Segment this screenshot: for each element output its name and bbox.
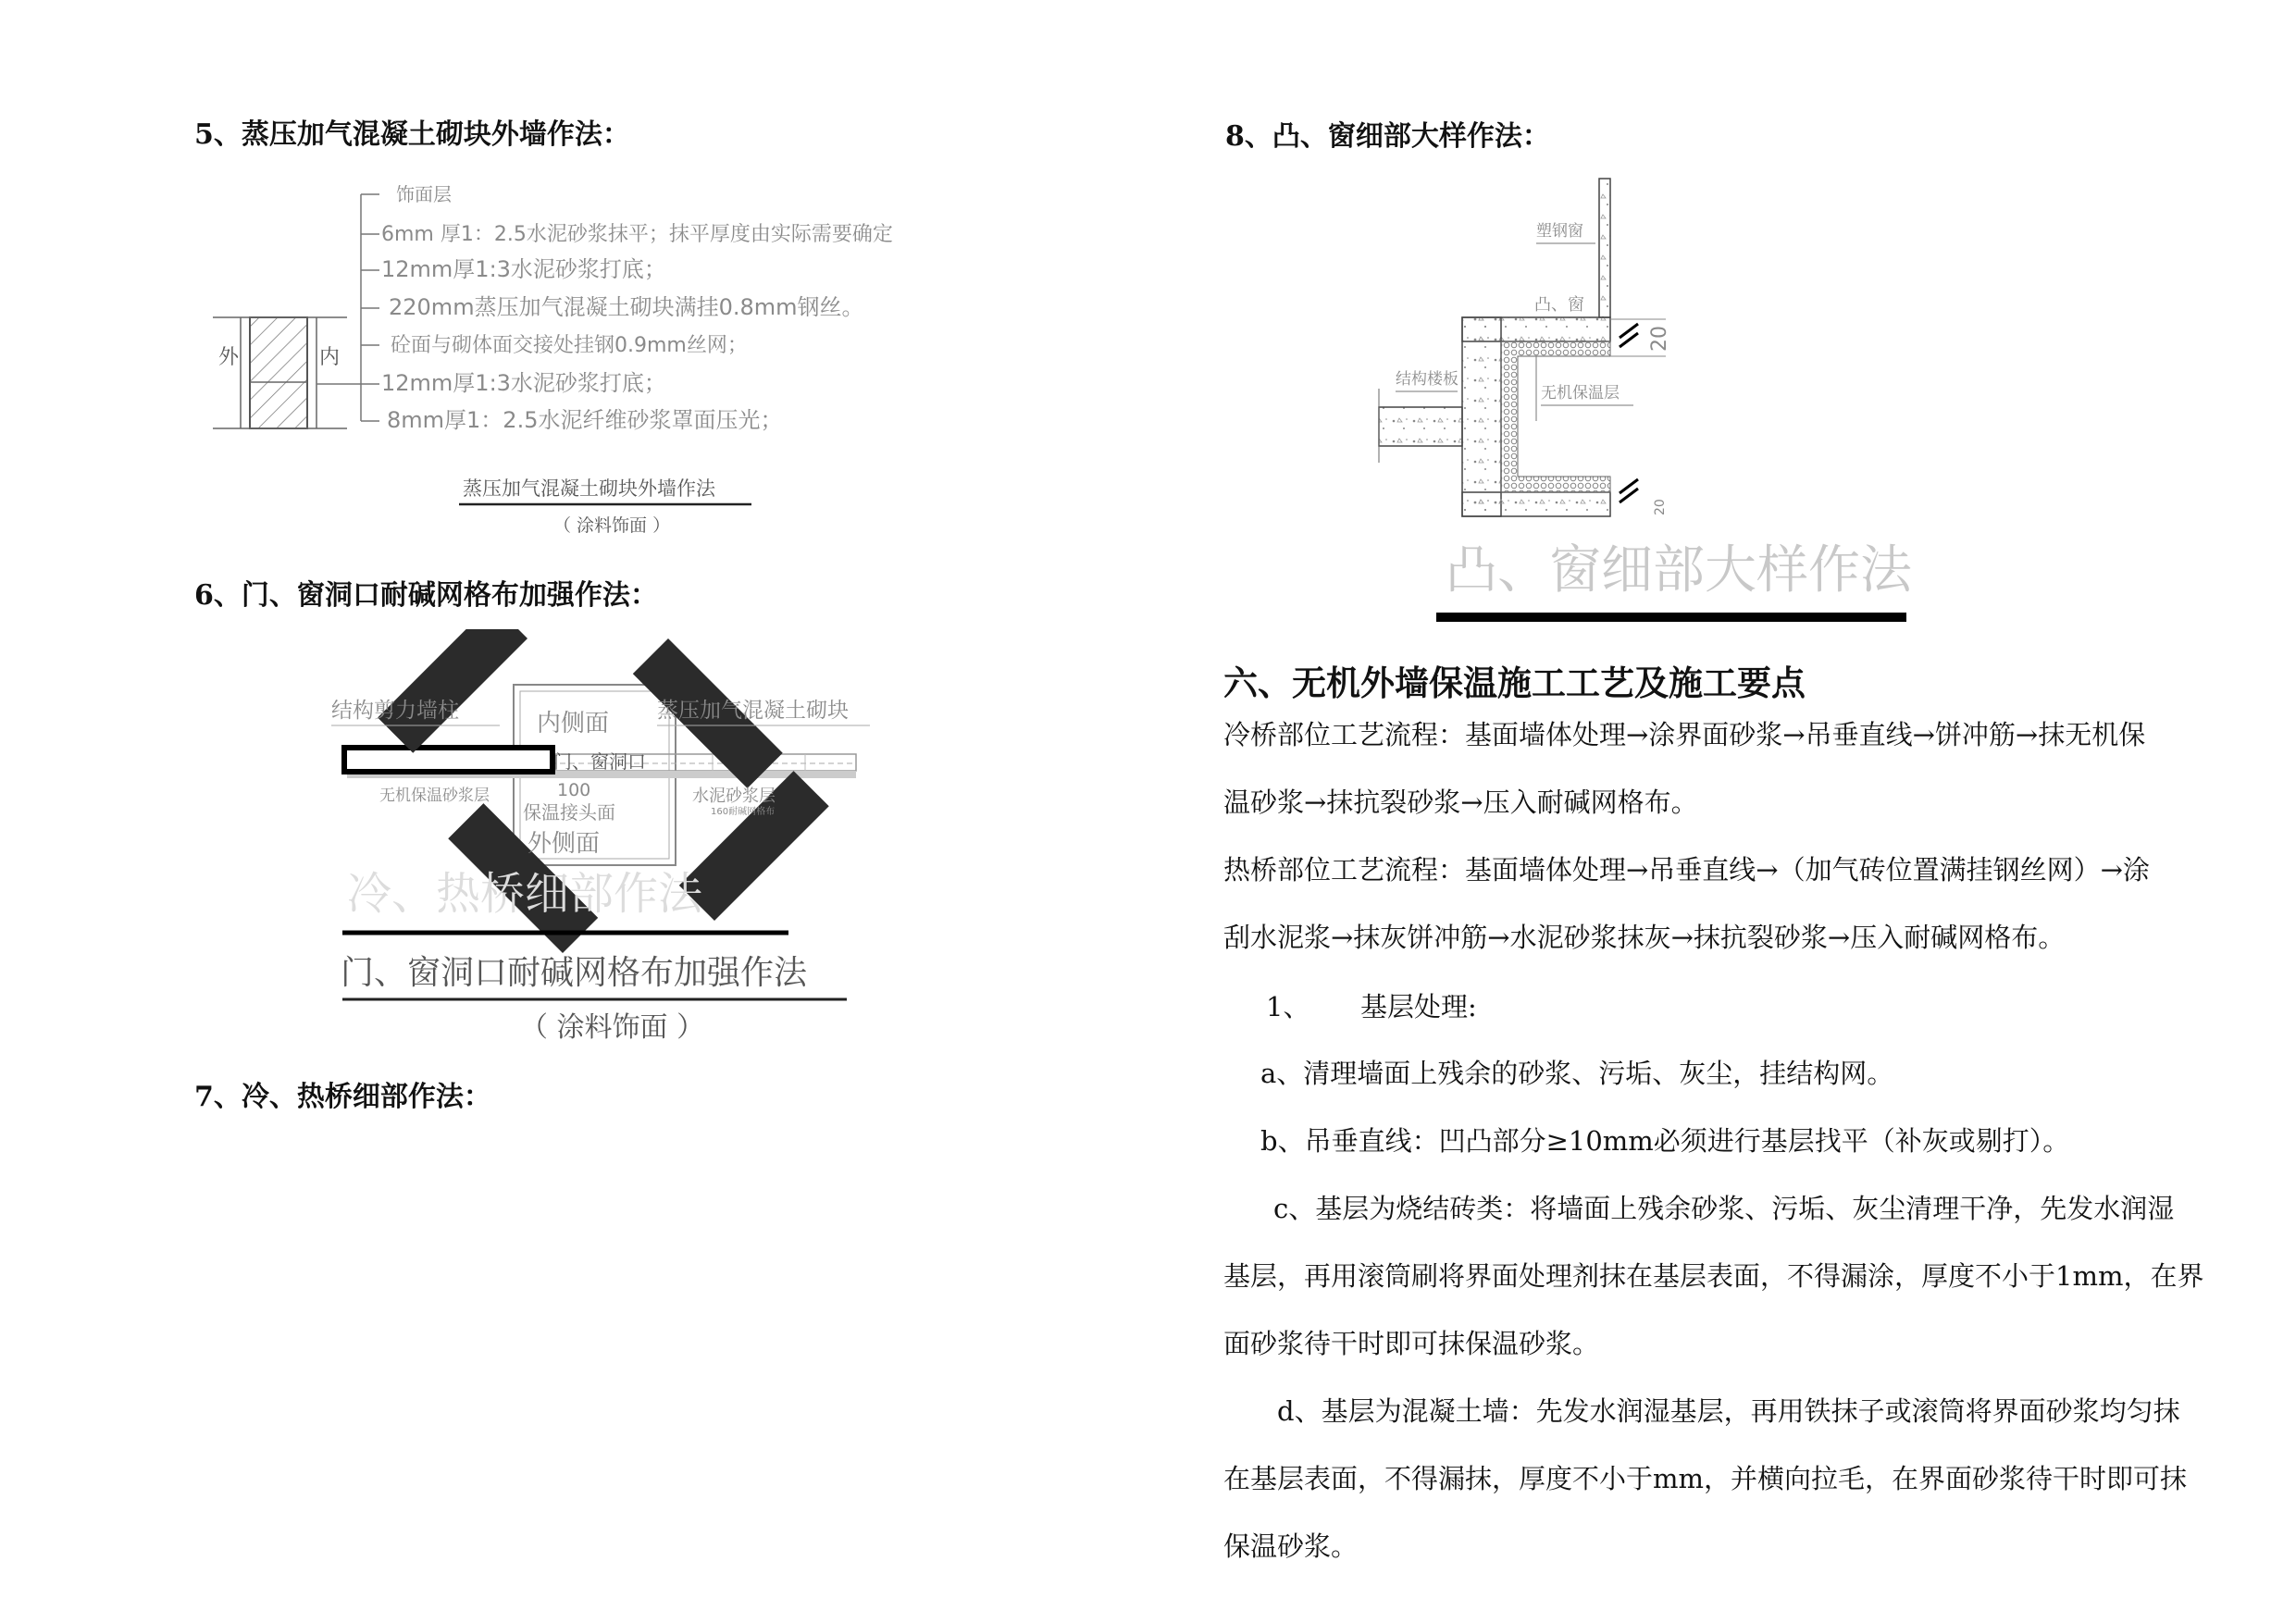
item-a: a、清理墙面上残余的砂浆、污垢、灰尘，挂结构网。 <box>1260 1058 1894 1089</box>
section6-caption: 门、窗洞口耐碱网格布加强作法 <box>341 954 808 992</box>
label-mesh-160: 160耐碱网格布 <box>711 807 776 817</box>
label-bay: 凸、窗 <box>1534 295 1584 315</box>
section6-subcaption: （ 涂料饰面 ） <box>520 1011 705 1044</box>
item-c-line-1: c、基层为烧结砖类：将墙面上残余砂浆、污垢、灰尘清理干净，先发水润湿 <box>1273 1193 2175 1224</box>
section7-heading: 7、冷、热桥细部作法： <box>194 1081 491 1113</box>
item-d-line-3: 保温砂浆。 <box>1223 1530 1359 1562</box>
item1-number: 1、 <box>1266 991 1310 1022</box>
cold-bridge-line-2: 温砂浆→抹抗裂砂浆→压入耐碱网格布。 <box>1223 787 1698 818</box>
wall-section-drawing <box>185 171 1018 541</box>
layer-7: 8mm厚1：2.5水泥纤维砂浆罩面压光； <box>387 407 783 433</box>
hot-bridge-line-2: 刮水泥浆→抹灰饼冲筋→水泥砂浆抹灰→抹抗裂砂浆→压入耐碱网格布。 <box>1223 922 2066 953</box>
dim-top: 20 <box>1648 326 1671 352</box>
opening-reinforcement-drawing <box>315 629 888 1055</box>
inner-label: 内 <box>319 346 341 369</box>
layer-4: 220mm蒸压加气混凝土砌块满挂0.8mm钢丝。 <box>389 294 864 320</box>
watermark-cold-bridge: 冷、热桥细部作法 <box>347 868 703 920</box>
label-inner-side: 内侧面 <box>537 710 610 737</box>
layer-5: 砼面与砌体面交接处挂钢0.9mm丝网； <box>391 334 748 357</box>
layer-1: 饰面层 <box>396 183 452 205</box>
cold-bridge-line-1: 冷桥部位工艺流程：基面墙体处理→涂界面砂浆→吊垂直线→饼冲筋→抹无机保 <box>1223 719 2146 750</box>
label-struct-wall: 结构剪力墙柱 <box>331 699 459 723</box>
item-d-line-2: 在基层表面，不得漏抹，厚度不小于mm，并横向拉毛，在界面砂浆待干时即可抹 <box>1223 1463 2187 1494</box>
label-insul-mortar: 无机保温砂浆层 <box>379 787 490 805</box>
item-c-line-3: 面砂浆待干时即可抹保温砂浆。 <box>1223 1328 1600 1359</box>
label-steel-window: 塑钢窗 <box>1536 222 1583 241</box>
label-inorganic-insul: 无机保温层 <box>1541 384 1620 403</box>
bay-window-drawing <box>1370 171 1943 634</box>
section6-heading: 6、门、窗洞口耐碱网格布加强作法： <box>194 579 658 612</box>
section8-caption: 凸、窗细部大样作法 <box>1446 540 1912 601</box>
item1-label: 基层处理: <box>1360 991 1477 1022</box>
layer-2: 6mm 厚1：2.5水泥砂浆抹平；抹平厚度由实际需要确定 <box>381 223 893 246</box>
section-six-title: 六、无机外墙保温施工工艺及施工要点 <box>1223 663 1806 703</box>
label-aac-block: 蒸压加气混凝土砌块 <box>657 699 849 723</box>
label-slab: 结构楼板 <box>1396 370 1458 389</box>
layer-6: 12mm厚1:3水泥砂浆打底； <box>381 370 666 396</box>
label-dim-100: 100 <box>557 780 591 800</box>
item-c-line-2: 基层，再用滚筒刷将界面处理剂抹在基层表面，不得漏涂，厚度不小于1mm，在界 <box>1223 1260 2204 1292</box>
layer-3: 12mm厚1:3水泥砂浆打底； <box>381 256 666 282</box>
label-outer-side: 外侧面 <box>527 830 601 858</box>
dim-bottom: 20 <box>1653 499 1668 515</box>
label-opening: 门、窗洞口 <box>553 750 646 773</box>
label-joint-face: 保温接头面 <box>523 801 615 824</box>
item-d-line-1: d、基层为混凝土墙：先发水润湿基层，再用铁抹子或滚筒将界面砂浆均匀抹 <box>1277 1395 2180 1427</box>
outer-label: 外 <box>218 346 240 369</box>
section5-heading: 5、蒸压加气混凝土砌块外墙作法： <box>194 118 630 151</box>
section8-heading: 8、凸、窗细部大样作法： <box>1225 120 1550 153</box>
label-cement-mortar: 水泥砂浆层 <box>692 787 776 806</box>
section5-subcaption: （ 涂料饰面 ） <box>553 515 671 536</box>
section5-caption: 蒸压加气混凝土砌块外墙作法 <box>463 477 715 500</box>
hot-bridge-line-1: 热桥部位工艺流程：基面墙体处理→吊垂直线→（加气砖位置满挂钢丝网）→涂 <box>1223 854 2150 886</box>
item-b: b、吊垂直线：凹凸部分≥10mm必须进行基层找平（补灰或剔打）。 <box>1260 1125 2070 1157</box>
